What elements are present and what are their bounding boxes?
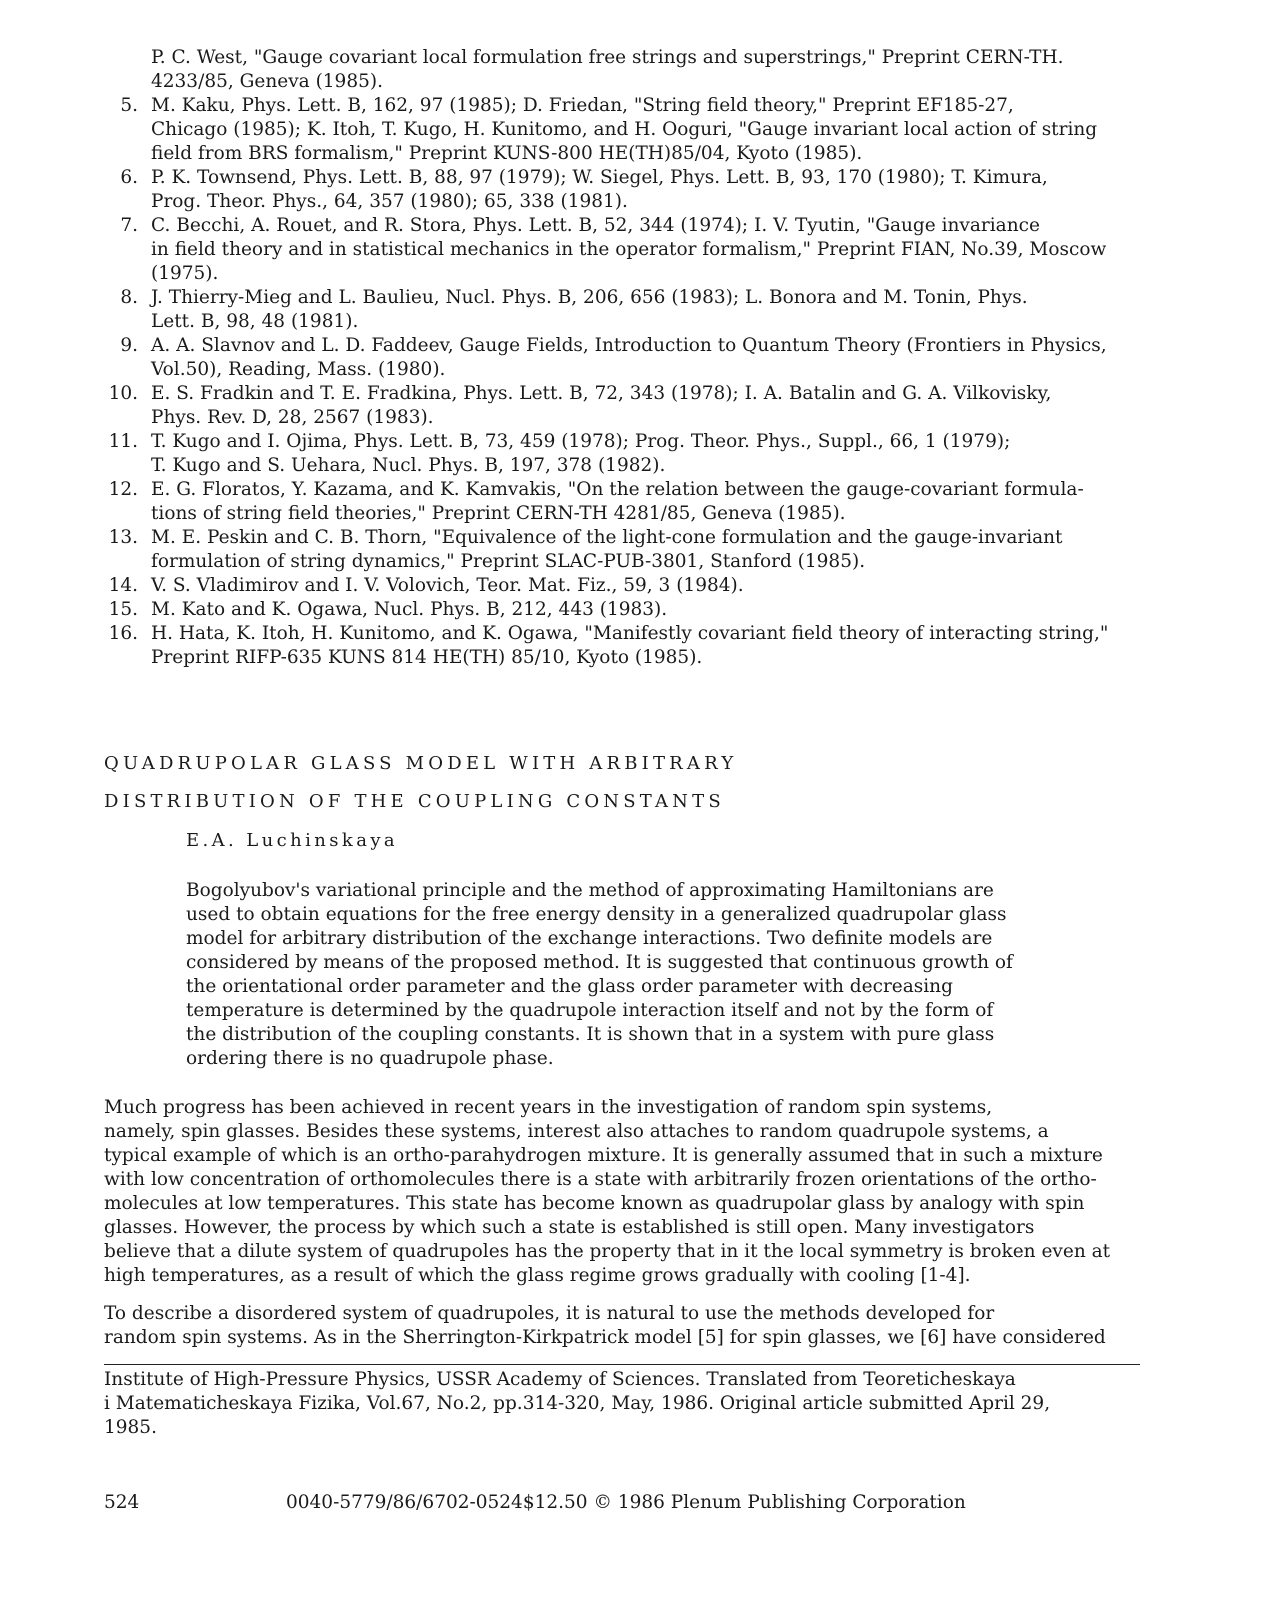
article-author: E.A. Luchinskaya [186,830,399,851]
reference-item [104,214,1134,286]
reference-number: 14. [108,575,138,596]
reference-number: 16. [108,623,138,644]
reference-text: M. Kaku, Phys. Lett. B, 162, 97 (1985); D. Friedan, "String field theory," Preprint EF185-27, Chicago (1985); K. Itoh, T. Kugo, H. Kunitomo, and H. Ooguri, "Gauge invariant local action of string field from BRS formalism," Preprint KUNS-800 HE(TH)85/04, Kyoto (1985). [151,95,1098,164]
reference-item [104,334,1134,382]
reference-text: V. S. Vladimirov and I. V. Volovich, Teor. Mat. Fiz., 59, 3 (1984). [151,575,744,596]
body-paragraph: Much progress has been achieved in recent years in the investigation of random spin systems, namely, spin glasses. Besides these systems, interest also attaches to random quadrupole systems, a typical example of which is an ortho-parahydrogen mixture. It is generally assumed that in such a mixture with low concentration of orthomolecules there is a state with arbitrarily frozen orientations of the ortho- molecules at low temperatures. This state has become known as quadrupolar glass by analogy with spin glasses. However, the process by which such a state is established is still open. Many investigators believe that a dilute system of quadrupoles has the property that in it the local symmetry is broken even at high temperatures, as a result of which the glass regime grows gradually with cooling [1-4]. [104,1097,1111,1286]
reference-text: T. Kugo and I. Ojima, Phys. Lett. B, 73, 459 (1978); Prog. Theor. Phys., Suppl., 66, 1 (1979); T. Kugo and S. Uehara, Nucl. Phys. B, 197, 378 (1982). [151,431,1011,476]
copyright-line: 0040-5779/86/6702-0524$12.50 © 1986 Plenum Publishing Corporation [286,1492,966,1513]
reference-number: 6. [120,167,138,188]
reference-item [104,382,1134,430]
reference-text: A. A. Slavnov and L. D. Faddeev, Gauge Fields, Introduction to Quantum Theory (Frontiers in Physics, Vol.50), Reading, Mass. (1980). [151,335,1107,380]
reference-number: 9. [120,335,138,356]
reference-item [104,94,1134,166]
reference-continuation [104,46,1134,94]
reference-item [104,574,1134,598]
reference-number: 15. [108,599,138,620]
reference-text: E. S. Fradkin and T. E. Fradkina, Phys. Lett. B, 72, 343 (1978); I. A. Batalin and G. A. Vilkovisky, Phys. Rev. D, 28, 2567 (1983). [151,383,1052,428]
reference-item [104,598,1134,622]
reference-item [104,526,1134,574]
article-title: QUADRUPOLAR GLASS MODEL WITH ARBITRARY DISTRIBUTION OF THE COUPLING CONSTANTS [104,753,738,812]
article-abstract: Bogolyubov's variational principle and the method of approximating Hamiltonians are used to obtain equations for the free energy density in a generalized quadrupolar glass model for arbitrary distribution of the exchange interactions. Two definite models are considered by means of the proposed method. It is suggested that continuous growth of the orientational order parameter and the glass order parameter with decreasing temperature is determined by the quadrupole interaction itself and not by the form of the distribution of the coupling constants. It is shown that in a system with pure glass ordering there is no quadrupole phase. [186,880,1013,1069]
reference-text: E. G. Floratos, Y. Kazama, and K. Kamvakis, "On the relation between the gauge-covariant formula- tions of string field theories," Preprint CERN-TH 4281/85, Geneva (1985). [151,479,1084,524]
reference-number: 12. [108,479,138,500]
footnote-divider [104,1364,1140,1365]
footnote: Institute of High-Pressure Physics, USSR Academy of Sciences. Translated from Teoreticheskaya i Matematicheskaya Fizika, Vol.67, No.2, pp.314-320, May, 1986. Original article submitted April 29, 1985. [104,1369,1051,1438]
reference-text: P. C. West, "Gauge covariant local formulation free strings and superstrings," Preprint CERN-TH. 4233/85, Geneva (1985). [151,47,1064,92]
reference-text: H. Hata, K. Itoh, H. Kunitomo, and K. Ogawa, "Manifestly covariant field theory of interacting string," Preprint RIFP-635 KUNS 814 HE(TH) 85/10, Kyoto (1985). [151,623,1109,668]
reference-item [104,286,1134,334]
reference-text: P. K. Townsend, Phys. Lett. B, 88, 97 (1979); W. Siegel, Phys. Lett. B, 93, 170 (1980); T. Kimura, Prog. Theor. Phys., 64, 357 (1980); 65, 338 (1981). [151,167,1048,212]
reference-text: M. Kato and K. Ogawa, Nucl. Phys. B, 212, 443 (1983). [151,599,668,620]
reference-list [104,46,1134,670]
reference-number: 5. [120,95,138,116]
reference-item [104,478,1134,526]
page-number: 524 [104,1492,140,1513]
reference-number: 11. [108,431,138,452]
reference-number: 8. [120,287,138,308]
reference-number: 13. [108,527,138,548]
reference-text: C. Becchi, A. Rouet, and R. Stora, Phys. Lett. B, 52, 344 (1974); I. V. Tyutin, "Gauge invariance in field theory and in statistical mechanics in the operator formalism," Preprint FIAN, No.39, Moscow (1975). [151,215,1107,284]
reference-item [104,430,1134,478]
reference-number: 10. [108,383,138,404]
body-paragraph: To describe a disordered system of quadrupoles, it is natural to use the methods developed for random spin systems. As in the Sherrington-Kirkpatrick model [5] for spin glasses, we [6] have considered [104,1303,1106,1348]
reference-item [104,622,1134,670]
reference-number: 7. [120,215,138,236]
reference-text: M. E. Peskin and C. B. Thorn, "Equivalence of the light-cone formulation and the gauge-invariant formulation of string dynamics," Preprint SLAC-PUB-3801, Stanford (1985). [151,527,1063,572]
reference-text: J. Thierry-Mieg and L. Baulieu, Nucl. Phys. B, 206, 656 (1983); L. Bonora and M. Tonin, Phys. Lett. B, 98, 48 (1981). [151,287,1028,332]
reference-item [104,166,1134,214]
page-footer [104,1491,1140,1515]
article-body [104,1096,1140,1364]
